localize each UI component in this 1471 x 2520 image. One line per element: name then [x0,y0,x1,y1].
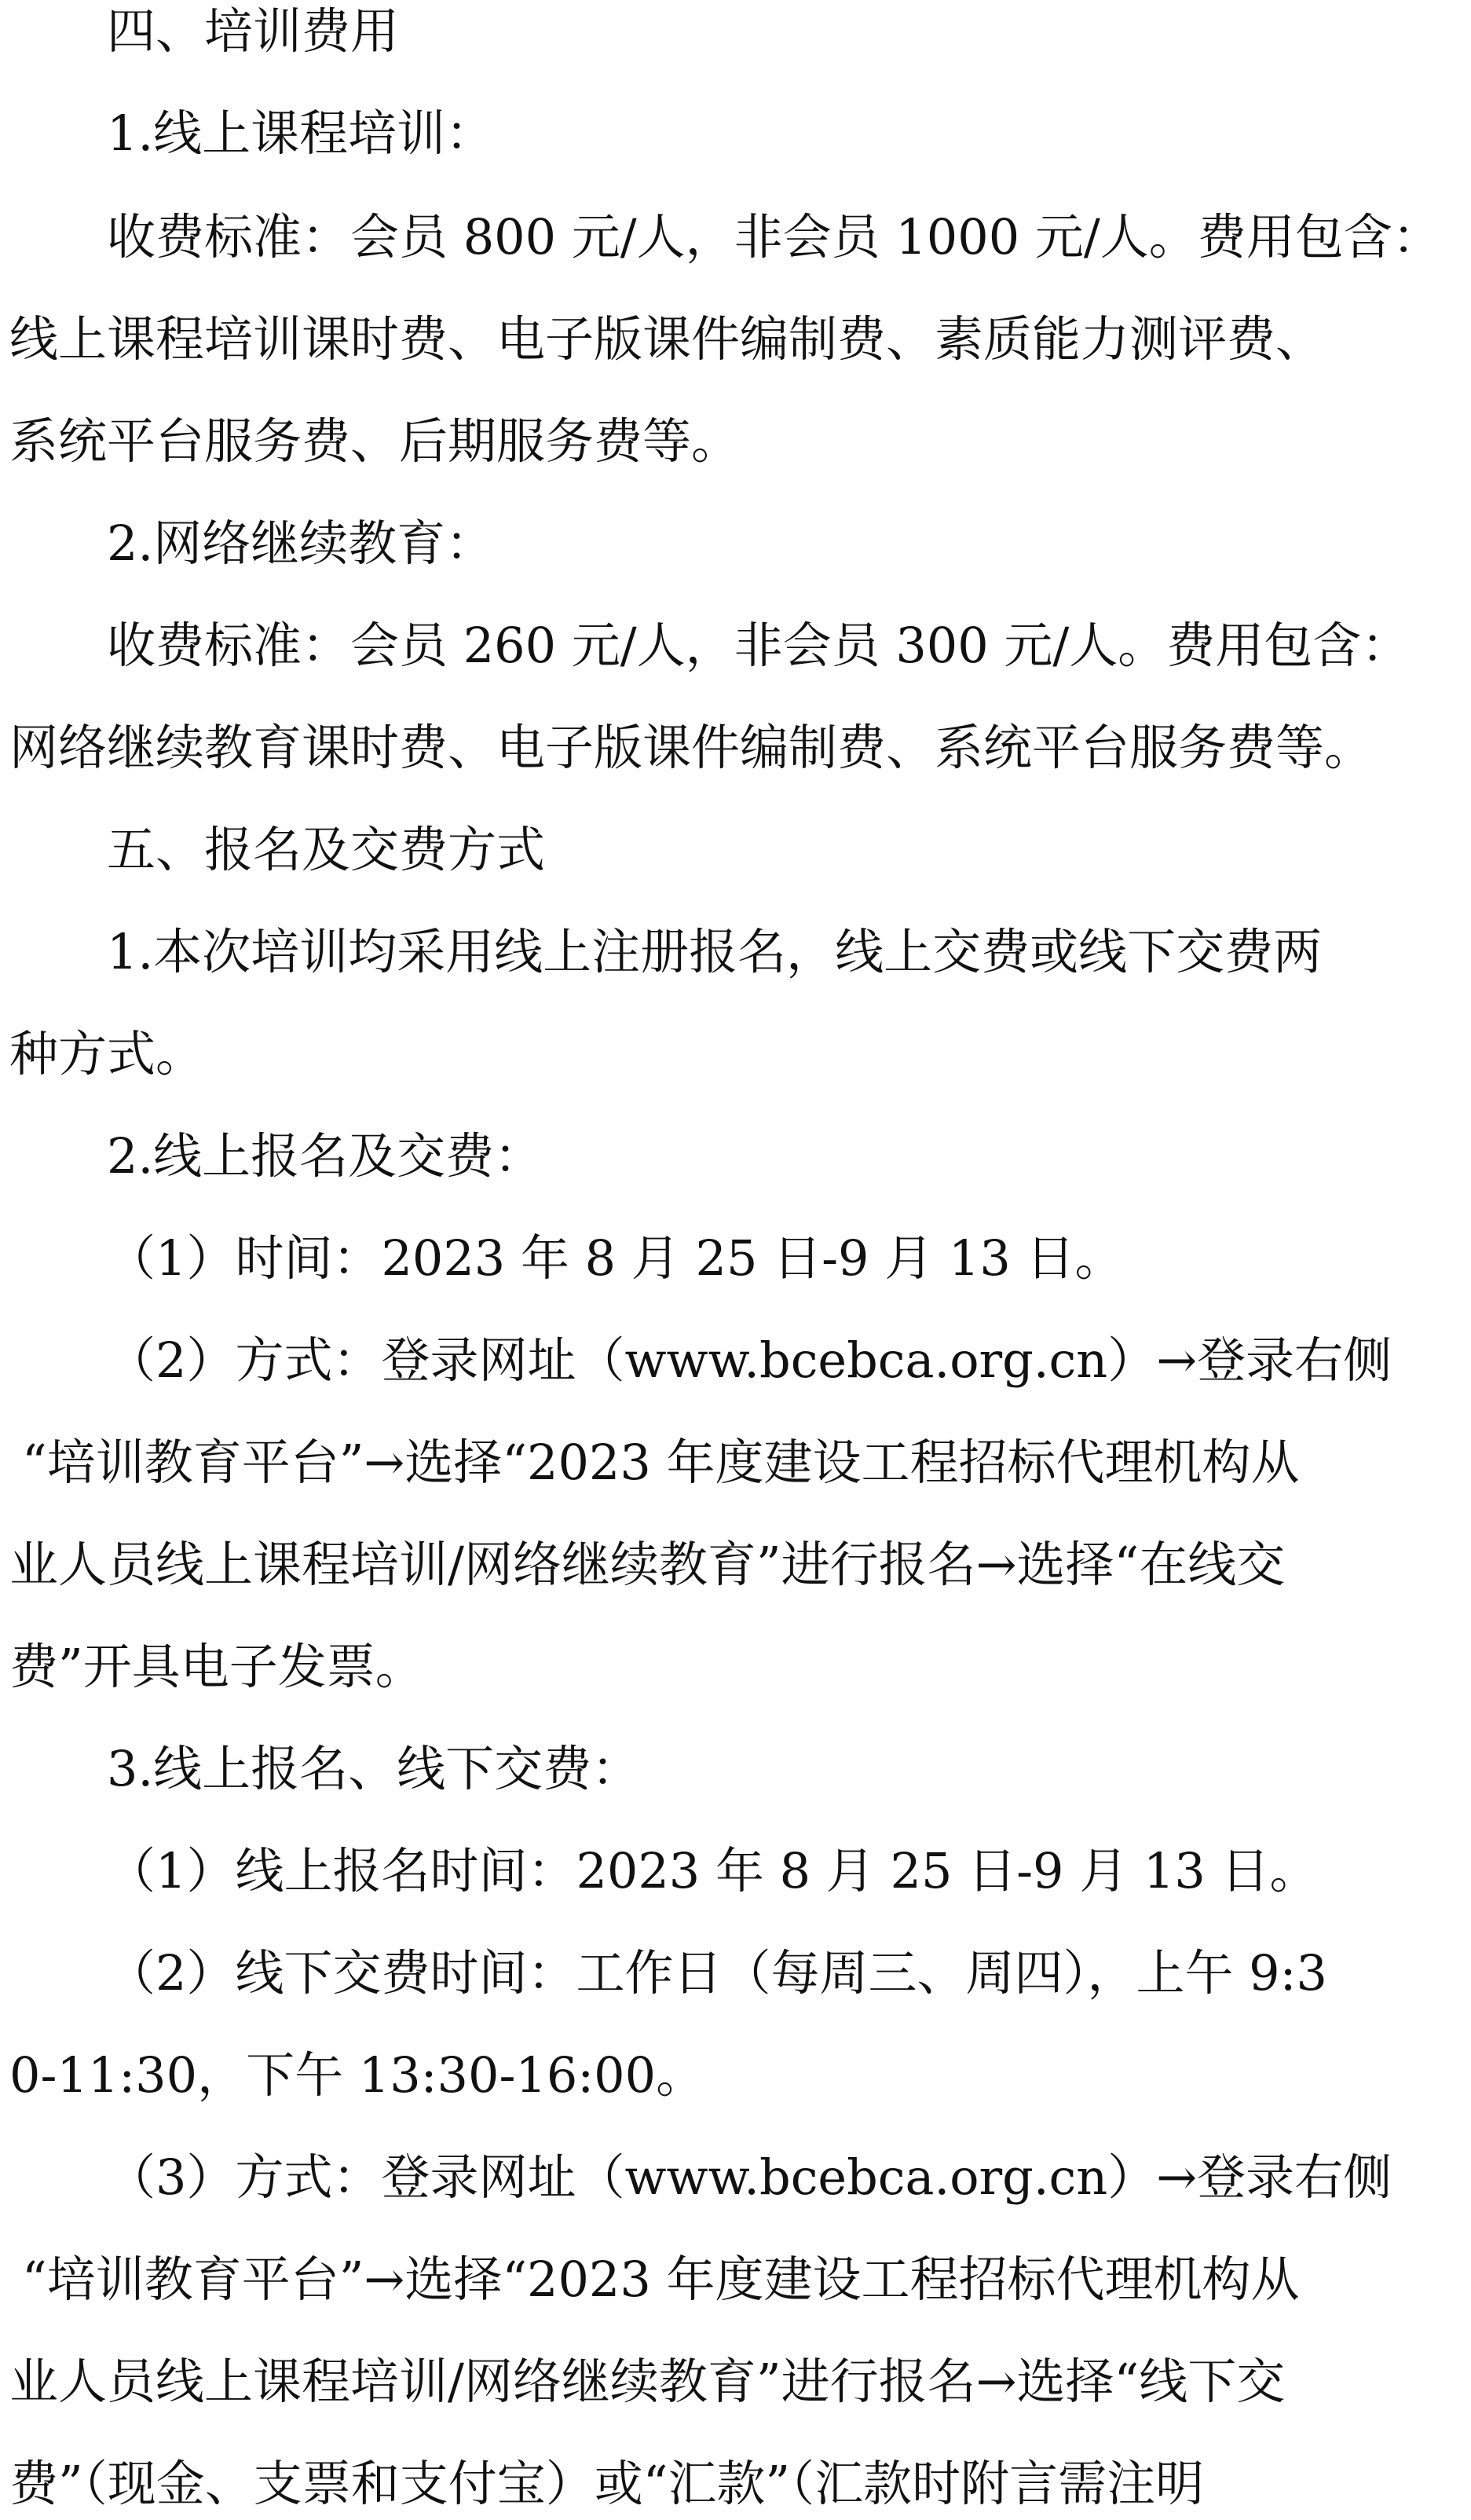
time-line: （1）时间：2023 年 8 月 25 日-9 月 13 日。 [107,1229,1124,1287]
method-line: “培训教育平台”→选择“2023 年度建设工程招标代理机构从 [22,1434,1300,1491]
method-line: “培训教育平台”→选择“2023 年度建设工程招标代理机构从 [22,2251,1300,2308]
fee-content-line: 系统平台服务费、后期服务费等。 [9,412,741,470]
time-line: （2）线下交费时间：工作日（每周三、周四），上午 9:3 [107,1944,1327,2002]
method-line: 费”开具电子发票。 [9,1638,424,1695]
time-line: 0-11:30，下午 13:30-16:00。 [9,2046,705,2104]
time-line: （1）线上报名时间：2023 年 8 月 25 日-9 月 13 日。 [107,1842,1319,1899]
item-title-online-payment: 2.线上报名及交费： [107,1127,543,1185]
fee-standard-line: 收费标准：会员 260 元/人，非会员 300 元/人。费用包含： [107,617,1411,674]
section-heading-fees: 四、培训费用 [107,2,400,60]
method-line: 业人员线上课程培训/网络继续教育”进行报名→选择“线下交 [9,2353,1286,2410]
fee-content-line: 线上课程培训课时费、电子版课件编制费、素质能力测评费、 [9,310,1325,368]
method-line: （2）方式：登录网址（www.bcebca.org.cn）→登录右侧 [107,1331,1392,1389]
method-line: 业人员线上课程培训/网络继续教育”进行报名→选择“在线交 [9,1536,1286,1593]
section-heading-registration: 五、报名及交费方式 [107,821,546,878]
fee-standard-line: 收费标准：会员 800 元/人，非会员 1000 元/人。费用包含： [107,208,1441,266]
item-title-continuing-education: 2.网络继续教育： [107,515,495,572]
paragraph-line: 种方式。 [9,1025,205,1082]
method-line: 费”（现金、支票和支付宝）或“汇款”（汇款时附言需注明 [9,2455,1205,2512]
item-title-online-course: 1.线上课程培训： [107,104,495,162]
fee-content-line: 网络继续教育课时费、电子版课件编制费、系统平台服务费等。 [9,719,1374,776]
item-title-registration-methods: 1.本次培训均采用线上注册报名，线上交费或线下交费两 [107,923,1323,980]
item-title-offline-payment: 3.线上报名、线下交费： [107,1740,641,1797]
method-line: （3）方式：登录网址（www.bcebca.org.cn）→登录右侧 [107,2148,1392,2206]
